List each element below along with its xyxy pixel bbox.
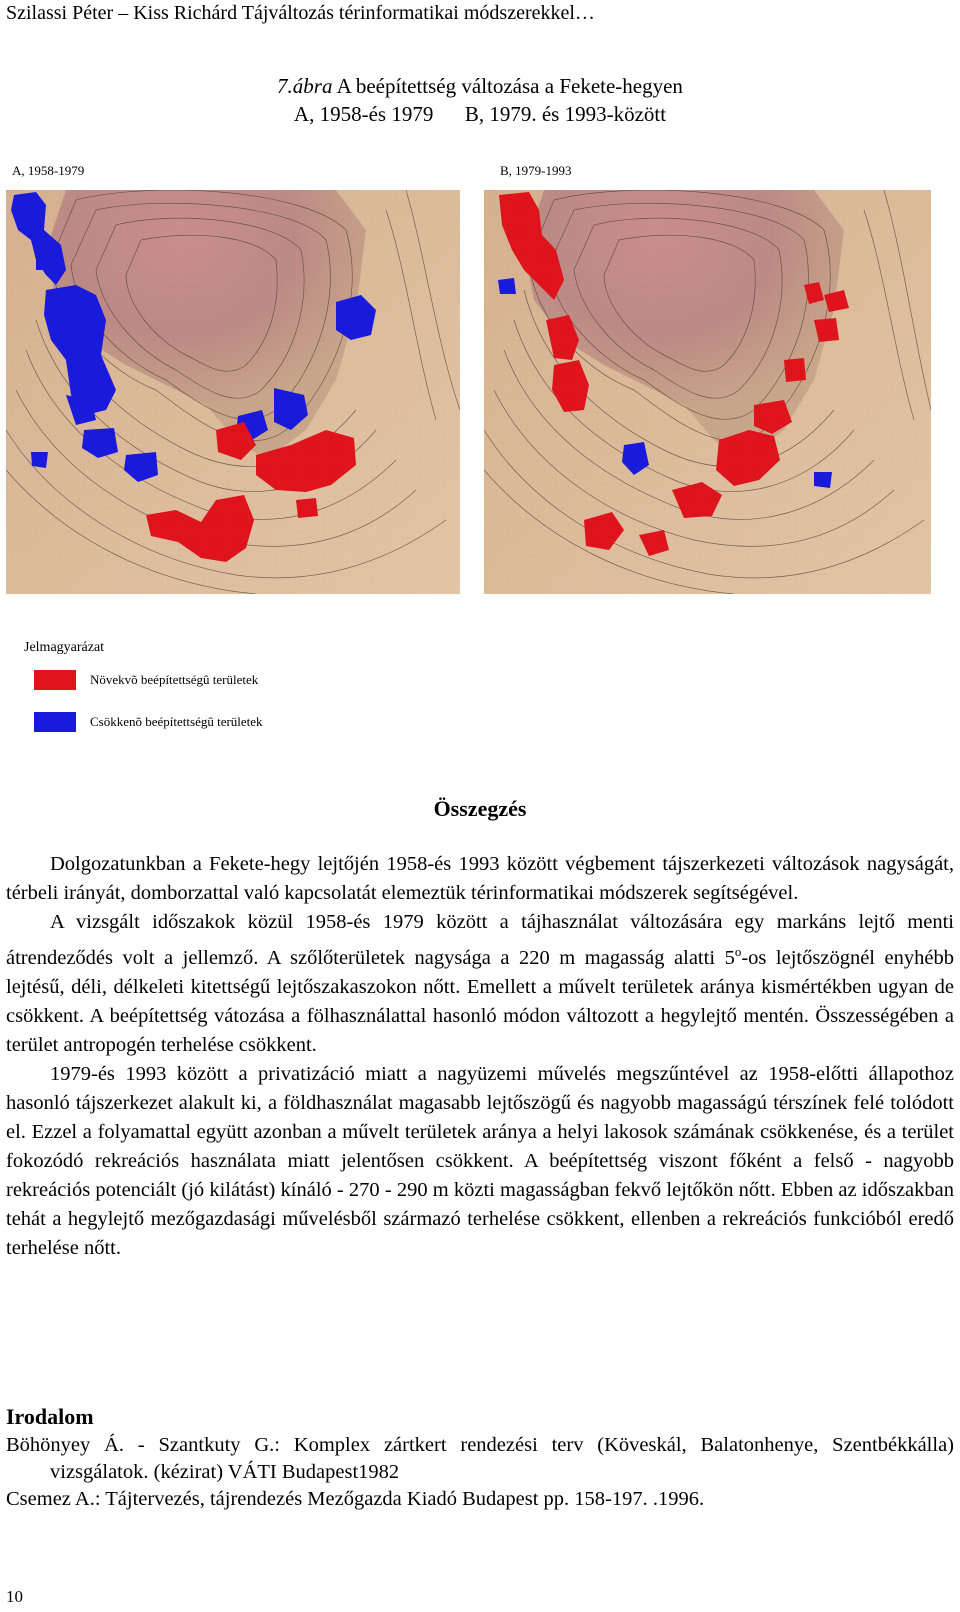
- legend-item-increase: [34, 668, 258, 692]
- summary-paragraph-3: 1979-és 1993 között a privatizáció miatt a nagyüzemi művelés megszűntével az 1958-előtti állapothoz hasonló tájszerkezet alakult ki, a földhasználat magasabb lejtőszögű és nagyobb magasságú térszínek felé tolódott el. Ezzel a folyamattal együtt azonban a művelt területek aránya a helyi lakosok számának csökkenése, és a terület fokozódó rekreációs használata miatt jelentősen csökkent. A beépítettség viszont főként a felső - nagyobb rekreációs potenciált (jó kilátást) kínáló - 270 - 290 m közti magasságban fekvő lejtőkön nőtt. Ebben az időszakban tehát a hegylejtő mezőgazdasági művelésből származó terhelése csökkent, ellenben a rekreációs funkcióból eredő terhelése nőtt.: [6, 1062, 954, 1259]
- reference-item: Böhönyey Á. - Szantkuty G.: Komplex zártkert rendezési terv (Köveskál, Balatonhenye, Szentbékkálla) vizsgálatok. (kézirat) VÁTI Budapest1982: [6, 1434, 954, 1483]
- legend-swatch-decrease: [34, 712, 76, 732]
- references-title: Irodalom: [6, 1404, 94, 1429]
- figure-caption-title: A beépítettség változása a Fekete-hegyen: [332, 74, 683, 98]
- summary-body: [6, 850, 954, 1263]
- summary-paragraph-1: Dolgozatunkban a Fekete-hegy lejtőjén 1958-és 1993 között végbement tájszerkezeti változások nagyságát, térbeli irányát, domborzattal való kapcsolatát elemeztük térinformatikai módszerek segítségével.: [6, 853, 954, 904]
- legend-label-increase: Növekvõ beépítettségû területek: [90, 672, 259, 687]
- reference-item: Csemez A.: Tájtervezés, tájrendezés Mezőgazda Kiadó Budapest pp. 158-197. .1996.: [6, 1488, 705, 1510]
- summary-title: Összegzés: [433, 796, 527, 821]
- map-panel-a: [6, 190, 460, 594]
- figure-number: 7.ábra: [277, 74, 333, 98]
- summary-paragraph-2-part-b: -os lejtőszögnél enyhébb lejtésű, déli, délkeleti kitettségű lejtőszakaszokon nőtt. Emellett a művelt területek aránya kismértékben ugyan de csökkent. A beépítettség vátozása a fölhasználattal hasonló módon változott a hegylejtő mentén. Összességében a terület antropogén terhelése csökkent.: [6, 946, 954, 1056]
- references-list: [6, 1432, 954, 1513]
- figure-caption-line1: [0, 72, 960, 100]
- page-number: 10: [6, 1587, 23, 1606]
- map-panel-b: [484, 190, 931, 594]
- figure-caption-line2: A, 1958-és 1979 B, 1979. és 1993-között: [293, 102, 667, 126]
- legend-label-decrease: Csökkenõ beépítettségû területek: [90, 714, 263, 729]
- degree-superscript: o: [734, 944, 742, 959]
- summary-paragraph-2-part-a: A vizsgált időszakok közül 1958-és 1979 között a tájhasználat változására egy markáns lejtő menti átrendeződés volt a jellemző. A szőlőterületek nagysága a 220 m magasság alatti 5: [6, 911, 954, 969]
- panel-a-label: A, 1958-1979: [12, 163, 85, 178]
- running-head: Szilassi Péter – Kiss Richárd Tájváltozás térinformatikai módszerekkel…: [6, 2, 595, 24]
- legend-swatch-increase: [34, 670, 76, 690]
- summary-paragraph-2: [6, 908, 954, 1060]
- panel-b-label: B, 1979-1993: [500, 163, 572, 178]
- legend-item-decrease: [34, 710, 263, 734]
- legend-title: Jelmagyarázat: [24, 640, 105, 655]
